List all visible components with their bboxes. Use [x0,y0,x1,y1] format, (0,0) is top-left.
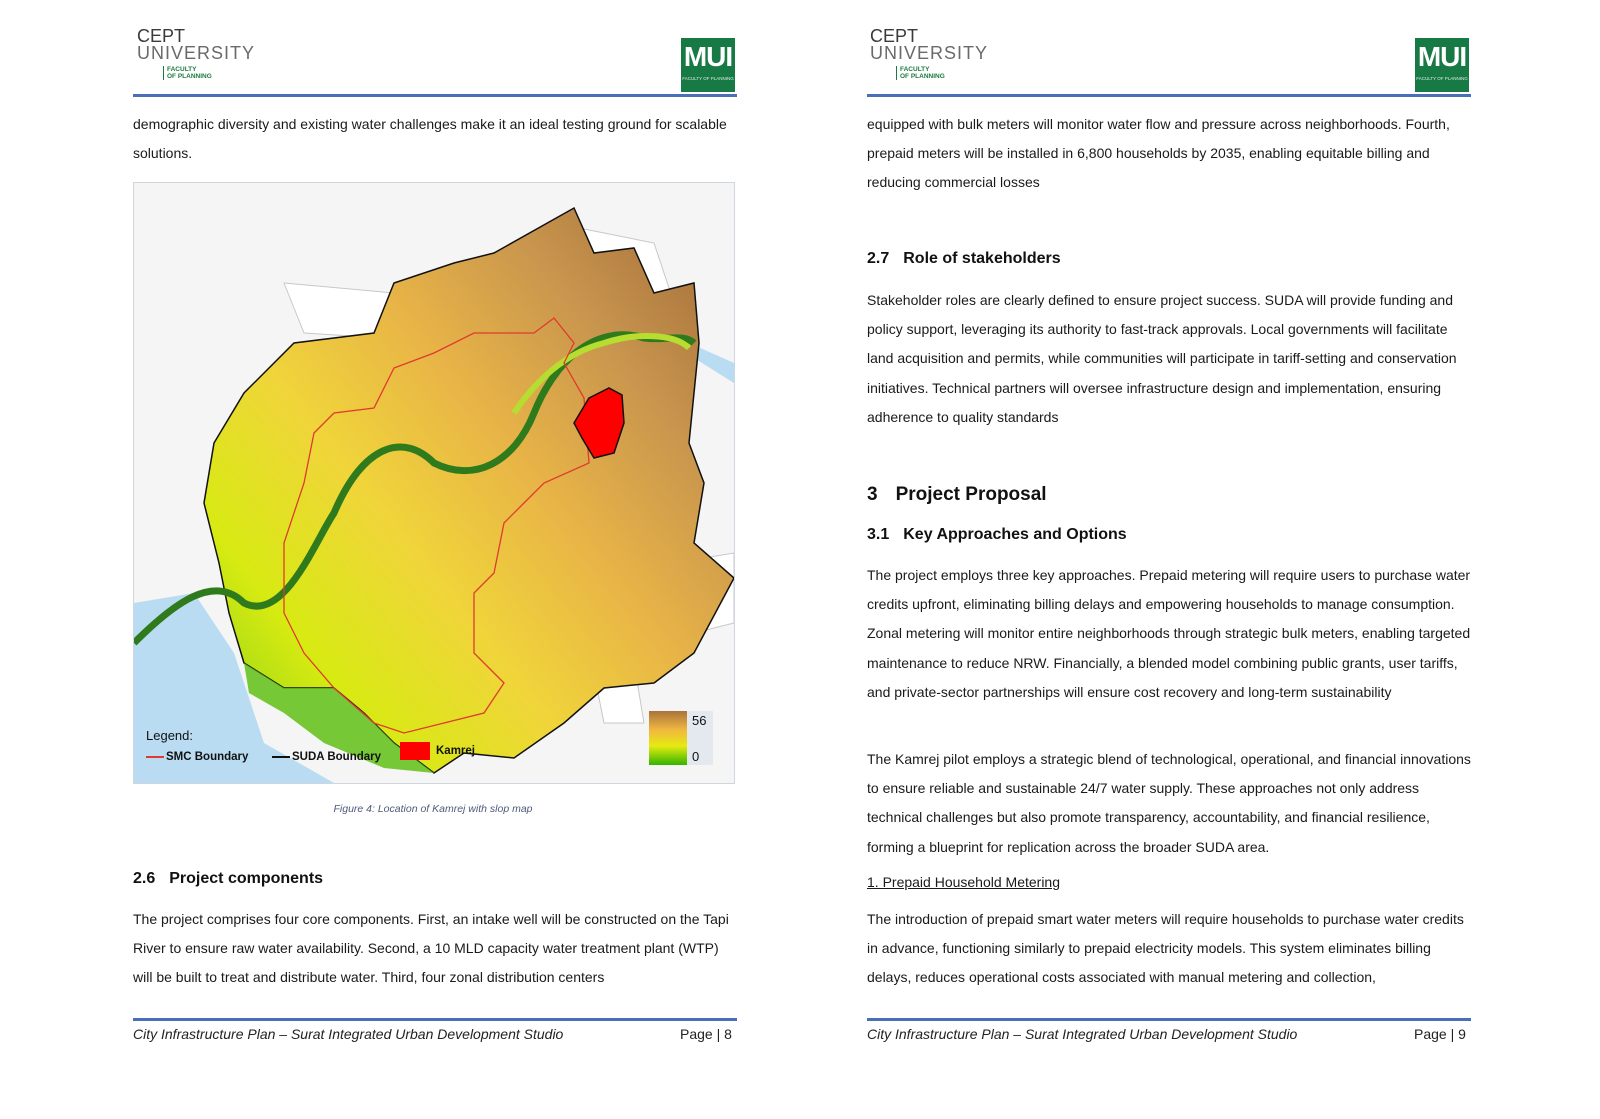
legend-kamrej: Kamrej [400,742,475,760]
scale-min-label: 0 [692,749,700,764]
legend-title: Legend: [146,728,193,743]
cept-university-logo [137,28,257,84]
mui-logo-text: MUI [683,41,733,72]
section-2-7-heading: 2.7 Role of stakeholders [867,250,1061,267]
footer-title: City Infrastructure Plan – Surat Integrated Urban Development Studio [133,1026,564,1042]
cept-logo-line1: CEPT [137,26,186,46]
cept-university-logo [870,28,990,84]
footer-rule [133,1018,737,1021]
header-rule [867,94,1471,97]
intro-paragraph: equipped with bulk meters will monitor water flow and pressure across neighborhoods. Fourth, prepaid meters will be installed in 6,800 households by 2035, enabling equitable billing and reducing commercial losses [867,116,1450,191]
map-graphic [134,183,734,783]
cept-logo-faculty: FACULTY OF PLANNING [163,66,212,80]
footer-title: City Infrastructure Plan – Surat Integrated Urban Development Studio [867,1026,1298,1042]
mui-logo-text: MUI [1417,41,1467,72]
cept-logo-faculty: FACULTY OF PLANNING [896,66,945,80]
mui-logo-subtext: FACULTY OF PLANNING [682,76,734,81]
cept-logo-line1: CEPT [870,26,919,46]
slope-scale-bar [649,711,687,765]
cept-logo-line2: UNIVERSITY [137,43,256,63]
section-2-6-paragraph: The project comprises four core components. First, an intake well will be constructed on the Tapi River to ensure raw water availability. Second, a 10 MLD capacity water treatment plant (WTP) will be built to treat and distribute water. Third, four zonal distribution centers [133,911,729,986]
map-legend [142,728,502,778]
kamrej-slope-map [133,182,735,784]
legend-smc: SMC Boundary [146,751,248,763]
mui-logo [1415,38,1469,92]
footer-rule [867,1018,1471,1021]
section-2-6-heading: 2.6 Project components [133,870,324,887]
figure-caption: Figure 4: Location of Kamrej with slop map [333,803,533,815]
section-2-7-paragraph: Stakeholder roles are clearly defined to ensure project success. SUDA will provide funding and policy support, leveraging its authority to fast-track approvals. Local governments will facilitate land acquisition and permits, while communities will participate in tariff-setting and conservation initiatives. Technical partners will oversee infrastructure design and implementation, ensuring adherence to quality standards [867,292,1457,425]
intro-paragraph: demographic diversity and existing water challenges make it an ideal testing ground for scalable solutions. [133,116,727,162]
cept-logo-line2: UNIVERSITY [870,43,989,63]
section-3-1-paragraph-2: The Kamrej pilot employs a strategic blend of technological, operational, and financial innovations to ensure reliable and sustainable 24/7 water supply. These approaches not only address technical challenges but also promote transparency, accountability, and financial resilience, forming a blueprint for replication across the broader SUDA area. [867,751,1471,855]
section-3-1-paragraph-1: The project employs three key approaches. Prepaid metering will require users to purchase water credits upfront, eliminating billing delays and empowering households to manage consumption. Zonal metering will monitor entire neighborhoods through strategic bulk meters, enabling targeted maintenance to reduce NRW. Financially, a blended model combining public grants, user tariffs, and private-sector partnerships will ensure cost recovery and long-term sustainability [867,567,1471,700]
section-3-heading: 3 Project Proposal [867,484,1047,505]
section-3-1-heading: 3.1 Key Approaches and Options [867,526,1127,543]
header-rule [133,94,737,97]
subheading-prepaid-metering: 1. Prepaid Household Metering [867,874,1061,890]
mui-logo-subtext: FACULTY OF PLANNING [1416,76,1468,81]
page-number: Page | 9 [1414,1026,1466,1042]
scale-max-label: 56 [692,713,707,728]
legend-suda: SUDA Boundary [272,751,381,763]
prepaid-metering-paragraph: The introduction of prepaid smart water meters will require households to purchase water credits in advance, functioning similarly to prepaid electricity models. This system eliminates billing delays, reduces operational costs associated with manual metering and collection, [867,911,1464,986]
right-page [720,0,1520,1119]
page-number: Page | 8 [680,1026,732,1042]
